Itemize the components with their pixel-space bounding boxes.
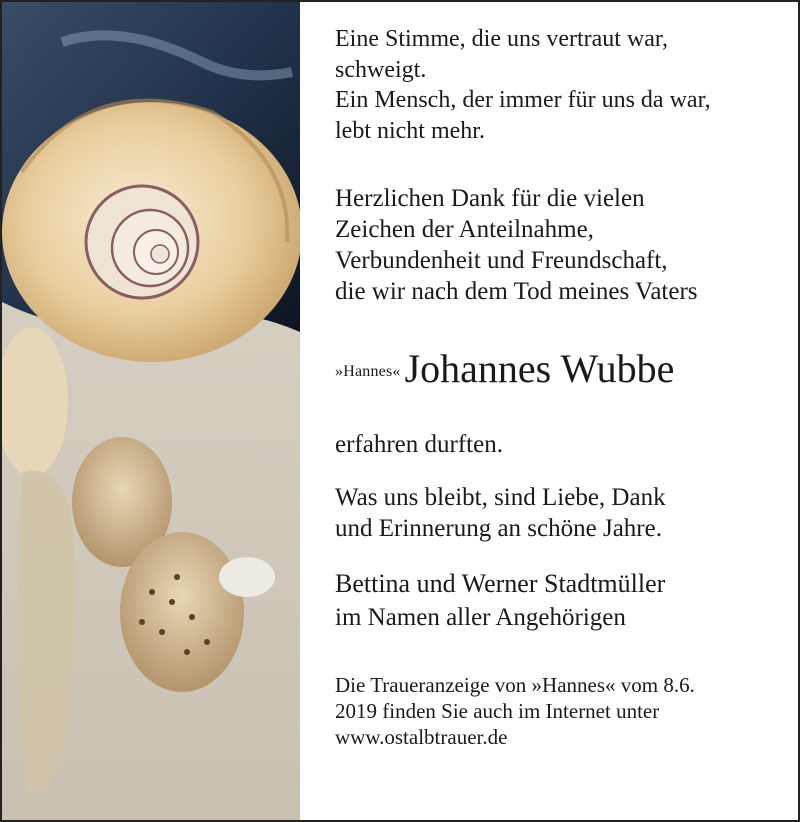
poem-line: lebt nicht mehr. — [335, 117, 485, 144]
deceased-nickname: »Hannes« — [335, 363, 401, 380]
remaining-line: Was uns bleibt, sind Liebe, Dank — [335, 484, 666, 511]
thanks-line: Herzlichen Dank für die vielen — [335, 185, 645, 212]
seashell-photo — [2, 2, 300, 820]
footer-line: Die Traueranzeige von »Hannes« vom 8.6. — [335, 673, 695, 697]
deceased-name-row — [335, 347, 785, 391]
thanks-paragraph — [335, 183, 785, 307]
thanks-line: Verbundenheit und Freundschaft, — [335, 247, 668, 274]
footer-line: 2019 finden Sie auch im Internet unter — [335, 699, 660, 723]
seashell-illustration — [2, 2, 300, 820]
poem-line: schweigt. — [335, 56, 427, 83]
obituary-text — [335, 24, 785, 750]
poem-line: Ein Mensch, der immer für uns da war, — [335, 87, 711, 113]
remaining-paragraph — [335, 482, 785, 544]
poem-line: Eine Stimme, die uns vertraut war, — [335, 26, 668, 52]
deceased-name: Johannes Wubbe — [404, 346, 675, 391]
footer-url: www.ostalbtrauer.de — [335, 725, 508, 749]
poem — [335, 24, 785, 146]
after-name-text: erfahren durften. — [335, 431, 503, 458]
remaining-line: und Erinnerung an schöne Jahre. — [335, 515, 662, 542]
thanks-line: Zeichen der Anteilnahme, — [335, 216, 594, 243]
signer-block — [335, 566, 785, 634]
thanks-line: die wir nach dem Tod meines Vaters — [335, 278, 698, 305]
footer-notice — [335, 672, 785, 750]
signer-on-behalf: im Namen aller Angehörigen — [335, 604, 626, 631]
signer-names: Bettina und Werner Stadtmüller — [335, 569, 666, 598]
